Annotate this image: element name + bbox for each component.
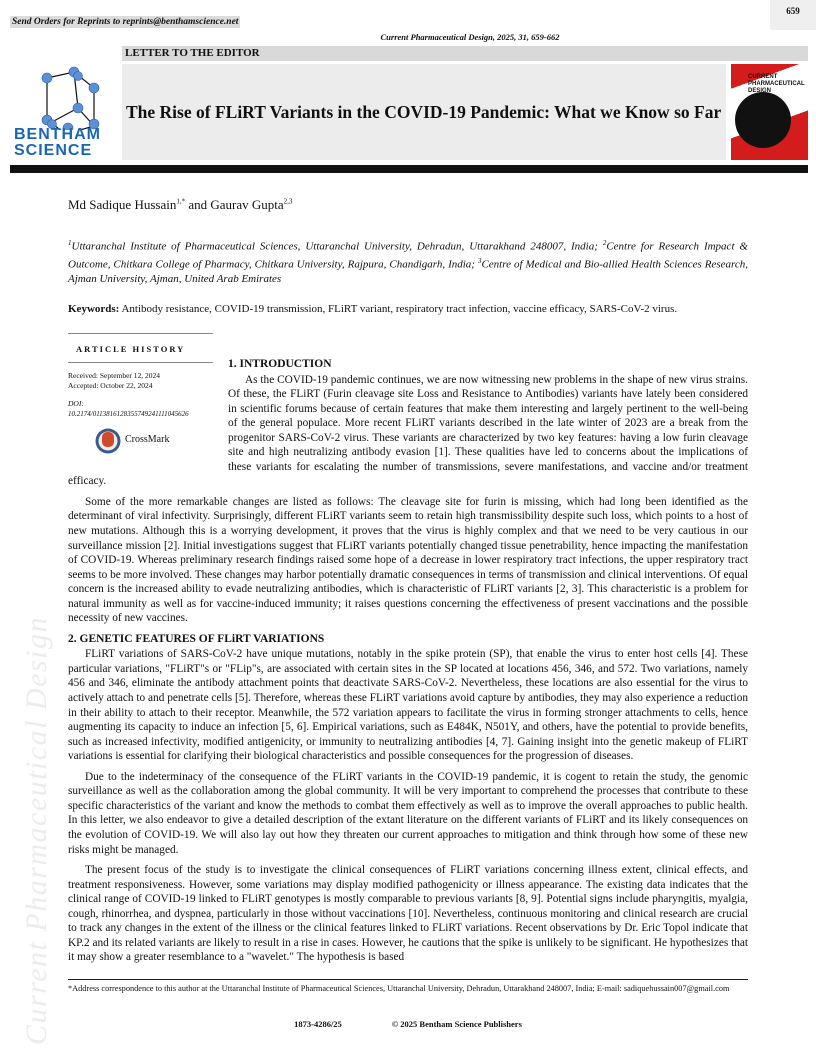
journal-watermark: Current Pharmaceutical Design — [20, 615, 53, 1045]
footnote-divider — [68, 979, 748, 980]
paragraph: Some of the more remarkable changes are listed as follows: The cleavage site for furin is missing, which had long been identified as the determinant of viral infectivity. Surprisingly, different FLiRT variants seem to retain high transmissibility despite such loss, which points to a host of new mutations. Although this is a worrying development, it proves that the virus is highly complex and that we need to be very cautious in our surveillance mission [2]. Initial investigations suggest that FLiRT variants potentially changed tissue penetrability, hence impacting the manifestation of COVID-19. Whereas preliminary research findings raised some hope of a decrease in lower respiratory tract infections, the upper respiratory tract seems to be more involved. These changes may harbor potentially dramatic consequences in terms of transmission and clinical interventions. Of equal concern is the increased ability to evade neutralizing antibodies, which is characteristic of FLiRT variants [2, 3]. This characteristic is a problem for natural immunity as well as for vaccine-induced immunity; it raises questions concerning the effectiveness of present vaccinations and the possible necessity of new vaccines. — [68, 495, 748, 625]
paragraph: The present focus of the study is to investigate the clinical consequences of FLiRT variations concerning illness extent, clinical effects, and treatment responsiveness. However, some variations may display modified pathogenicity or illness appearance. The existing data indicates that the clinical range of COVID-19 linked to FLiRT genotypes is mostly comparable to previous variants [8, 9]. Potential signs include pharyngitis, myalgia, cough, rhinorrhea, and dyspnea, particularly in those without vaccinations [10]. Nevertheless, continuous monitoring and clinical research are crucial to track any changes in the extent of the illness or the clinical features linked to FLiRT variations. Recent observations by Dr. Eric Topol indicate that KP.2 and its related variants are likely to result in a rise in cases. However, he cautions that the spike is unlikely to be significant. He hypothesizes that it may show a greater resemblance to a "wavelet." The hypothesis is based — [68, 864, 749, 964]
logo-text-science: SCIENCE — [14, 142, 93, 159]
journal-citation: Current Pharmaceutical Design, 2025, 31, 659-662 — [380, 32, 560, 42]
crossmark-icon — [95, 425, 121, 457]
header-divider — [10, 165, 808, 173]
affiliation: Centre of Medical and Bio-allied Health Sciences Research, Ajman University, Ajman, United Arab Emirates — [68, 258, 748, 286]
reprints-notice: Send Orders for Reprints to reprints@benthamscience.net — [12, 17, 239, 27]
affiliation: Centre for Research Impact & Outcome, Chitkara College of Pharmacy, Chitkara University, Rajpura, Chandigarh, India; — [68, 240, 748, 271]
section-heading: 2. GENETIC FEATURES OF FLiRT VARIATIONS — [68, 632, 325, 645]
page-footer — [0, 1019, 816, 1029]
affiliation-marker: 3 — [477, 257, 482, 266]
logo-text-bentham: BENTHAM — [14, 126, 101, 143]
correspondence-footnote: *Address correspondence to this author at the Uttaranchal Institute of Pharmaceutical Sciences, Uttaranchal University, Dehradun, Uttarakhand 248007, India; E-mail: sadiquehussain007@gmail.com — [68, 984, 730, 993]
author-affiliation-marker: 1,* — [176, 197, 186, 206]
article-history-title: ARTICLE HISTORY — [76, 344, 186, 354]
bentham-logo — [10, 64, 116, 160]
affiliation-marker: 1 — [68, 239, 72, 247]
copyright: © 2025 Bentham Science Publishers — [391, 1019, 522, 1029]
accepted-date: Accepted: October 22, 2024 — [68, 380, 153, 390]
keywords-label: Keywords: — [68, 303, 120, 315]
received-date: Received: September 12, 2024 — [68, 370, 161, 380]
article-history — [68, 333, 213, 461]
journal-cover — [731, 64, 808, 160]
doi-label: DOI: — [68, 398, 84, 408]
article-title: The Rise of FLiRT Variants in the COVID-19 Pandemic: What we Know so Far — [126, 101, 722, 122]
author-name: Md Sadique Hussain — [68, 197, 177, 212]
section-heading: 1. INTRODUCTION — [228, 358, 332, 370]
paragraph: Due to the indeterminacy of the consequence of the FLiRT variants in the COVID-19 pandemic, it is cogent to retain the study, the genomic surveillance as well as the collaboration among the global community. It will be very important to comprehend the processes that contribute to these specific characteristics of the variant and know the methods to combat them effectively as well as to improve the overall approaches to public health. In this letter, we also endeavor to give a detailed description of the extant literature on the different variants of FLiRT and its likely consequences on the evolution of COVID-19. We will also lay out how they threaten our current approaches to mitigation and think through how some of these new risks might be managed. — [68, 770, 748, 856]
crossmark-label: CrossMark — [125, 434, 170, 446]
affiliation: Uttaranchal Institute of Pharmaceutical Sciences, Uttaranchal University, Dehradun, Uttarakhand 248007, India; — [71, 240, 603, 253]
paragraph: As the COVID-19 pandemic continues, we are now witnessing new problems in the shape of new virus strains. Of these, the FLiRT (Furin cleavage site Loss and Resistance to Antibodies) variants have lately been considered in scientific forums because of certain features that make them interesting and largely pertinent to the well-being of the general populace. More recent FLiRT variants described in the late winter of 2023 are a break from the progenitor SARS-CoV-2 virus. These variants are characterized by two key features: having a low furin cleavage site and high neutralizing antibody evasion [1]. These qualities have led to concerns about the implications of these variants for escalating the number of transmissions, severe manifestations, and vaccine and/or treatment efficacy. — [68, 373, 748, 488]
keywords-text: Antibody resistance, COVID-19 transmission, FLiRT variant, respiratory tract infection, vaccine efficacy, SARS-CoV-2 virus. — [119, 303, 678, 315]
title-box — [122, 64, 726, 160]
author-name: Gaurav Gupta — [210, 197, 284, 212]
affiliation-marker: 2 — [602, 239, 607, 247]
doi-link[interactable]: 10.2174/0113816128355749241111045626 — [68, 409, 189, 418]
authors — [68, 197, 292, 213]
paragraph: FLiRT variations of SARS-CoV-2 have unique mutations, notably in the spike protein (SP), that enable the virus to enter host cells [4]. These particular variations, "FLiRT"s or "FLip"s, are associated with certain sites in the SP located at locations 456, 346, and 572. Two variations, namely 456 and 346, eliminate the antibody attachment points that deactivate SARS-CoV-2. Nevertheless, these locations are also essential for the virus to actively attach to and penetrate cells [5]. Therefore, whereas these FLiRT variations avoid capture by antibodies, they may also experience a reduction in their ability to attach to their receptor. Meanwhile, the 572 variation appears to facilitate the virus in forming stronger attachments to cells, hence augmenting its capacity to induce an infection [5, 6]. Empirical variations, such as E484K, N501Y, and others, have the potential to provide benefits, such as increased infectivity, modified antigenicity, or immunity to neutralizing antibodies [4, 7]. Gaining insight into the genetic makeup of FLiRT variations is essential for clarifying their biological characteristics and possible consequences for the progression of diseases. — [68, 648, 748, 763]
article-type: LETTER TO THE EDITOR — [122, 46, 808, 61]
crossmark-badge[interactable] — [95, 425, 213, 457]
author-affiliation-marker: 2,3 — [283, 197, 293, 206]
author-separator: and — [185, 197, 211, 212]
cover-title: CURRENT PHARMACEUTICAL DESIGN — [748, 74, 805, 94]
page-number: 659 — [770, 0, 816, 30]
molecule-icon — [10, 64, 116, 130]
article-body — [68, 333, 748, 965]
affiliations — [68, 236, 748, 287]
keywords — [68, 303, 758, 315]
issn: 1873-4286/25 — [294, 1019, 342, 1029]
